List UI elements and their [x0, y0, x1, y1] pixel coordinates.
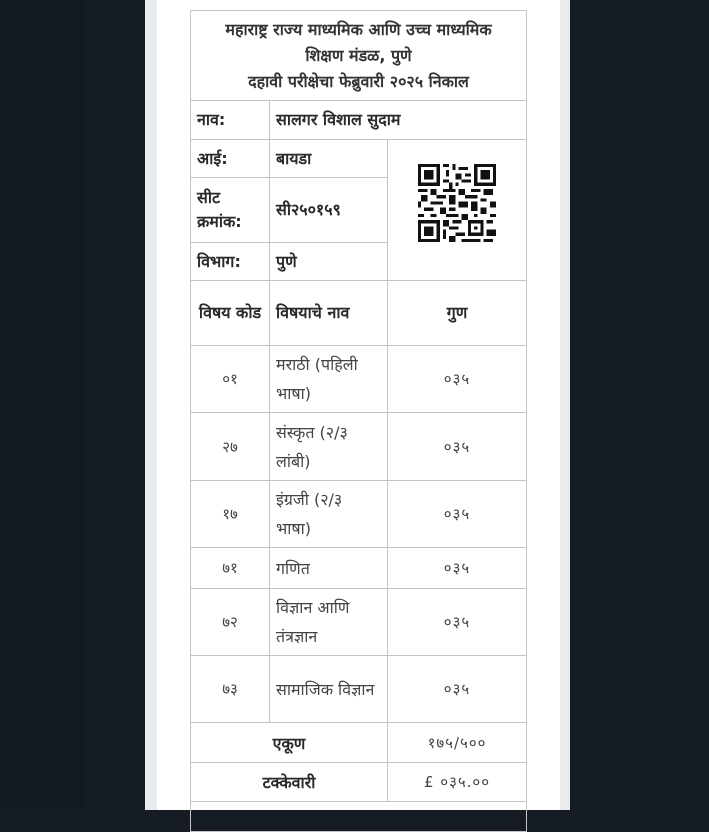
subject-name: गणित — [270, 548, 388, 589]
seat-label: सीट क्रमांक: — [191, 178, 270, 243]
subject-marks: ०३५ — [388, 548, 527, 589]
total-value: १७५/५०० — [388, 723, 527, 763]
subject-row — [191, 656, 527, 723]
result-table — [190, 10, 527, 832]
name-label: नाव: — [191, 101, 270, 140]
percentage-value: £ ०३५.०० — [388, 763, 527, 802]
board-name-line1: महाराष्ट्र राज्य माध्यमिक आणि उच्च माध्यमिक — [225, 19, 492, 39]
subject-name: विज्ञान आणि तंत्रज्ञान — [270, 589, 388, 656]
footer-cell — [191, 802, 527, 832]
name-value: सालगर विशाल सुदाम — [270, 101, 527, 140]
percentage-label: टक्केवारी — [191, 763, 388, 802]
marks-header: गुण — [388, 281, 527, 346]
subject-marks: ०३५ — [388, 413, 527, 481]
background-band — [0, 0, 85, 810]
seat-value: सी२५०१५९ — [270, 178, 388, 243]
subject-row — [191, 481, 527, 548]
subject-row — [191, 346, 527, 413]
mother-label: आई: — [191, 140, 270, 178]
mother-row — [191, 140, 527, 178]
subject-marks: ०३५ — [388, 656, 527, 723]
subject-row — [191, 548, 527, 589]
subject-header-row — [191, 281, 527, 346]
qr-cell — [388, 140, 527, 281]
subject-row — [191, 413, 527, 481]
subject-row — [191, 589, 527, 656]
board-name-line2: शिक्षण मंडळ, पुणे — [305, 45, 412, 65]
subject-code: ७२ — [191, 589, 270, 656]
mother-value: बायडा — [270, 140, 388, 178]
subject-name: मराठी (पहिली भाषा) — [270, 346, 388, 413]
page-edge-left — [145, 0, 157, 810]
subject-code: ०१ — [191, 346, 270, 413]
division-value: पुणे — [270, 243, 388, 281]
page-edge-right — [560, 0, 570, 810]
subject-code: ७३ — [191, 656, 270, 723]
subject-marks: ०३५ — [388, 346, 527, 413]
subject-name: सामाजिक विज्ञान — [270, 656, 388, 723]
header-row — [191, 11, 527, 101]
total-label: एकूण — [191, 723, 388, 763]
division-label: विभाग: — [191, 243, 270, 281]
footer-row — [191, 802, 527, 832]
total-row — [191, 723, 527, 763]
subject-marks: ०३५ — [388, 589, 527, 656]
subject-code: २७ — [191, 413, 270, 481]
subject-code: १७ — [191, 481, 270, 548]
subject-name-header: विषयाचे नाव — [270, 281, 388, 346]
name-row — [191, 101, 527, 140]
board-header — [191, 11, 527, 101]
subject-name: इंग्रजी (२/३ भाषा) — [270, 481, 388, 548]
percentage-row — [191, 763, 527, 802]
exam-title: दहावी परीक्षेचा फेब्रुवारी २०२५ निकाल — [248, 71, 469, 91]
subject-code-header: विषय कोड — [191, 281, 270, 346]
subject-name: संस्कृत (२/३ लांबी) — [270, 413, 388, 481]
subject-code: ७१ — [191, 548, 270, 589]
qr-code-icon — [418, 164, 496, 242]
subject-marks: ०३५ — [388, 481, 527, 548]
